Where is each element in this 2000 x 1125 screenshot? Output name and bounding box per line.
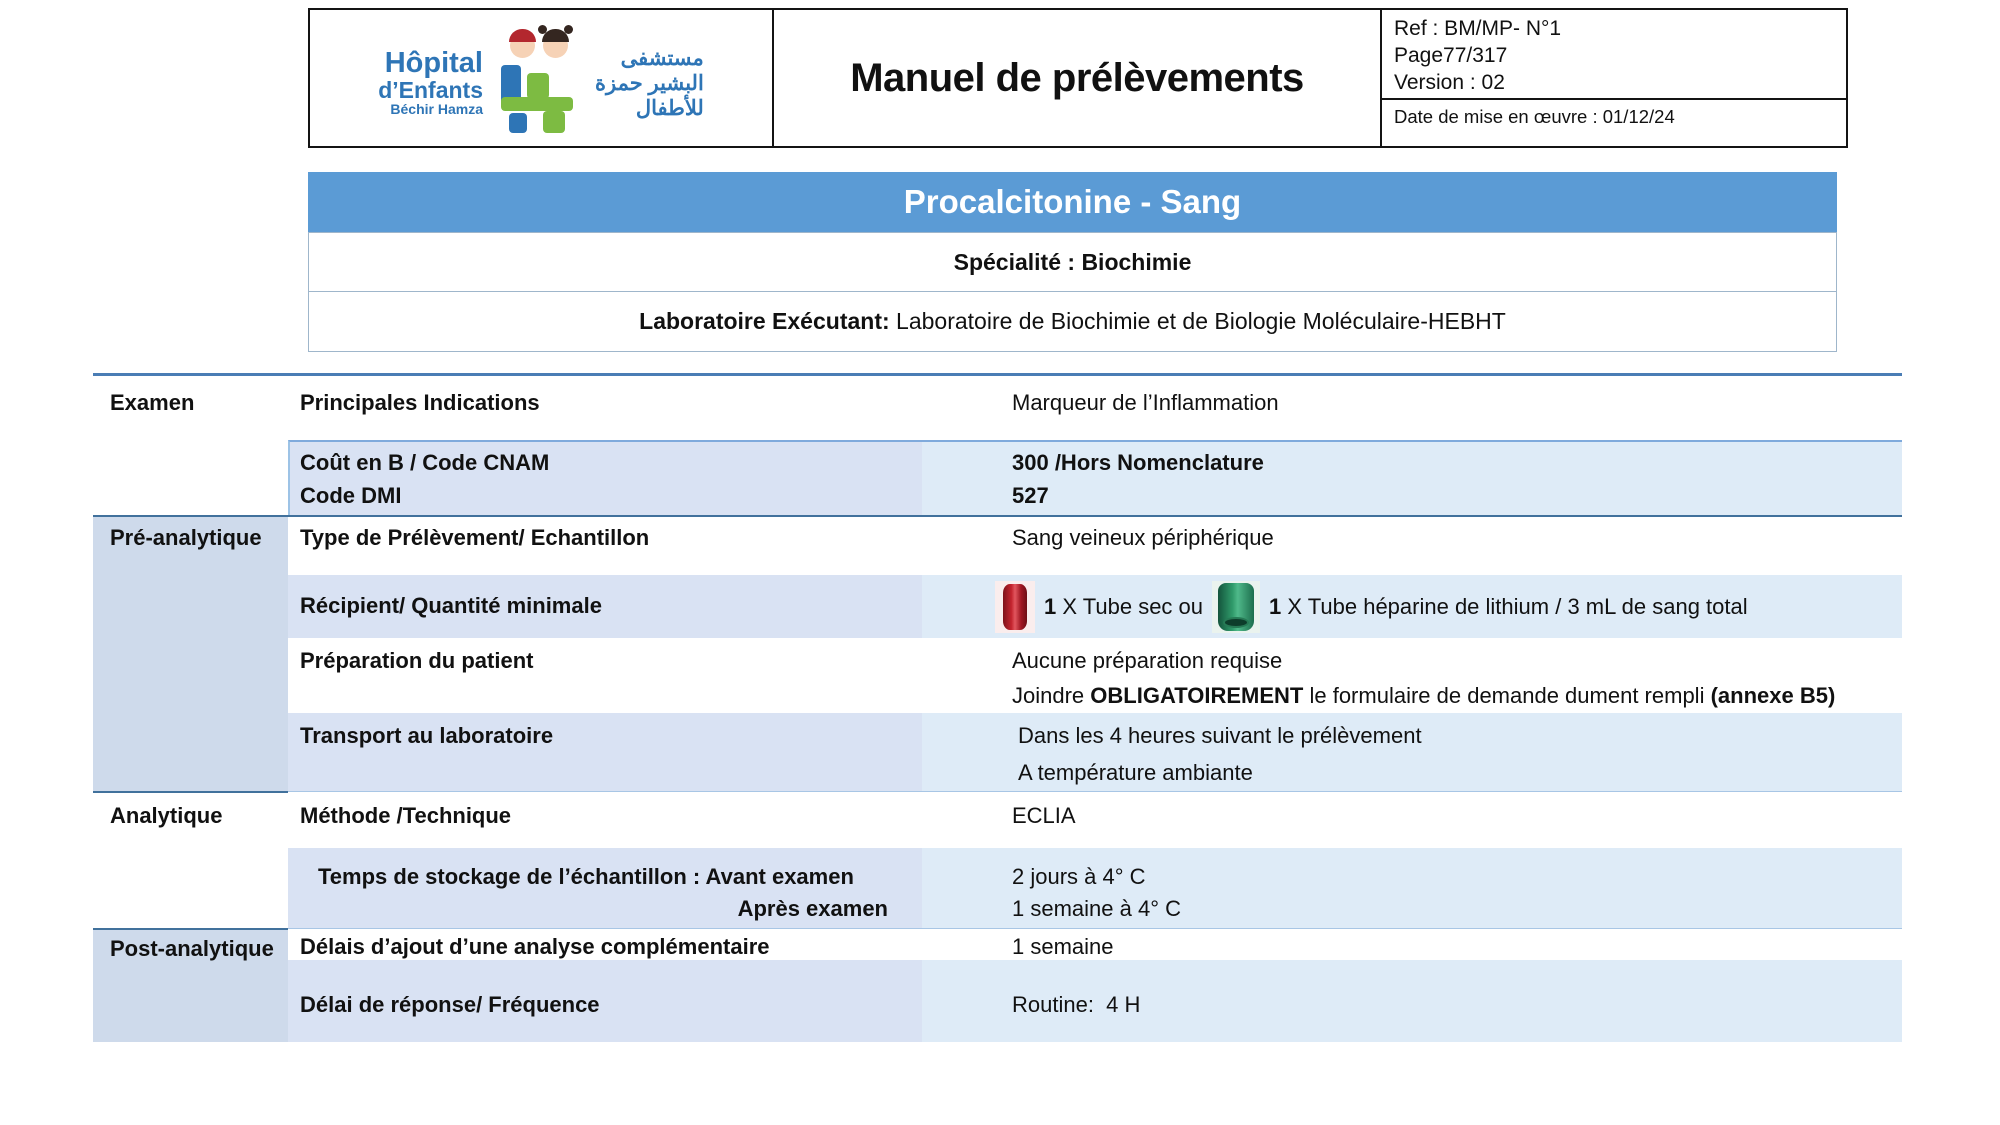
hospital-name-french bbox=[378, 49, 483, 116]
pre-analytique-column-bg bbox=[93, 517, 288, 791]
reponse-label: Délai de réponse/ Fréquence bbox=[300, 992, 600, 1017]
hospital-logo bbox=[310, 10, 772, 146]
dmi-label: Code DMI bbox=[300, 483, 402, 508]
speciality-text: Spécialité : Biochimie bbox=[953, 248, 1192, 275]
hospital-arabic-line2: البشير حمزة bbox=[595, 71, 704, 95]
cout-value: 300 /Hors Nomenclature bbox=[1012, 450, 1264, 475]
test-title-banner bbox=[308, 172, 1837, 232]
row-divider-post bbox=[288, 928, 1902, 929]
type-value: Sang veineux périphérique bbox=[1012, 525, 1274, 550]
reponse-value: Routine: 4 H bbox=[1012, 992, 1141, 1017]
hospital-logo-content bbox=[310, 10, 772, 146]
section-divider-pre bbox=[93, 515, 1902, 517]
dmi-value: 527 bbox=[1012, 483, 1049, 508]
methode-label: Méthode /Technique bbox=[300, 803, 512, 828]
manual-title: Manuel de prélèvements bbox=[850, 55, 1304, 100]
speciality-box bbox=[308, 232, 1837, 292]
hospital-name-line3: Béchir Hamza bbox=[390, 101, 483, 118]
green-tube-icon bbox=[1212, 581, 1260, 633]
version-number: Version : 02 bbox=[1394, 71, 1505, 94]
reference-info bbox=[1382, 10, 1846, 100]
recipient-option2: 1 X Tube héparine de lithium / 3 mL de sang total bbox=[1269, 594, 1748, 619]
stockage-label-line1: Temps de stockage de l’échantillon : Avant examen bbox=[318, 864, 854, 889]
reference-cell bbox=[1382, 10, 1846, 146]
laboratory-label: Laboratoire Exécutant: bbox=[639, 308, 890, 334]
hospital-logo-mark bbox=[497, 31, 581, 135]
transport-line1: Dans les 4 heures suivant le prélèvement bbox=[1018, 723, 1422, 748]
section-pre-analytique: Pré-analytique bbox=[110, 525, 262, 550]
laboratory-box bbox=[308, 291, 1837, 352]
manual-title-cell bbox=[772, 10, 1382, 146]
row-divider-ana bbox=[288, 791, 1902, 792]
indications-label: Principales Indications bbox=[300, 390, 540, 415]
test-title: Procalcitonine - Sang bbox=[903, 183, 1242, 220]
stockage-value-line1: 2 jours à 4° C bbox=[1012, 864, 1146, 889]
hospital-h-icon bbox=[499, 65, 579, 133]
hospital-name-line2: d’Enfants bbox=[378, 76, 483, 103]
stockage-label-line2: Après examen bbox=[737, 896, 888, 921]
transport-line2: A température ambiante bbox=[1018, 760, 1253, 785]
section-post-analytique: Post-analytique bbox=[110, 936, 274, 961]
header-box bbox=[308, 8, 1848, 148]
hospital-arabic-line1: مستشفى bbox=[620, 46, 704, 70]
page-number: Page77/317 bbox=[1394, 44, 1508, 67]
child-boy-icon bbox=[510, 33, 535, 58]
type-label: Type de Prélèvement/ Echantillon bbox=[300, 525, 650, 550]
hospital-name-line1: Hôpital bbox=[384, 47, 483, 80]
child-girl-icon bbox=[543, 33, 568, 58]
section-divider-ana bbox=[93, 791, 288, 793]
preparation-label: Préparation du patient bbox=[300, 648, 534, 673]
recipient-option1: 1 X Tube sec ou bbox=[1044, 594, 1204, 619]
indications-value: Marqueur de l’Inflammation bbox=[1012, 390, 1279, 415]
preparation-line1: Aucune préparation requise bbox=[1012, 648, 1283, 673]
recipient-value bbox=[995, 580, 1748, 634]
laboratory-value: Laboratoire de Biochimie et de Biologie Moléculaire-HEBHT bbox=[889, 308, 1506, 334]
hospital-name-arabic bbox=[595, 46, 704, 121]
stockage-value-line2: 1 semaine à 4° C bbox=[1012, 896, 1181, 921]
transport-label: Transport au laboratoire bbox=[300, 723, 554, 748]
section-divider-post bbox=[93, 928, 288, 930]
recipient-label: Récipient/ Quantité minimale bbox=[300, 593, 602, 618]
delais-label: Délais d’ajout d’une analyse complémentaire bbox=[300, 934, 770, 959]
methode-value: ECLIA bbox=[1012, 803, 1076, 828]
section-analytique: Analytique bbox=[110, 803, 223, 828]
section-examen: Examen bbox=[110, 390, 195, 415]
preparation-line2: Joindre OBLIGATOIREMENT le formulaire de demande dument rempli (annexe B5) bbox=[1012, 683, 1836, 708]
hospital-arabic-line3: للأطفال bbox=[635, 96, 704, 120]
ref-number: Ref : BM/MP- N°1 bbox=[1394, 17, 1562, 40]
implementation-date: Date de mise en œuvre : 01/12/24 bbox=[1394, 106, 1675, 127]
delais-value: 1 semaine bbox=[1012, 934, 1114, 959]
red-tube-icon bbox=[995, 581, 1035, 633]
cout-label: Coût en B / Code CNAM bbox=[300, 450, 550, 475]
test-details-table bbox=[93, 373, 1902, 1039]
